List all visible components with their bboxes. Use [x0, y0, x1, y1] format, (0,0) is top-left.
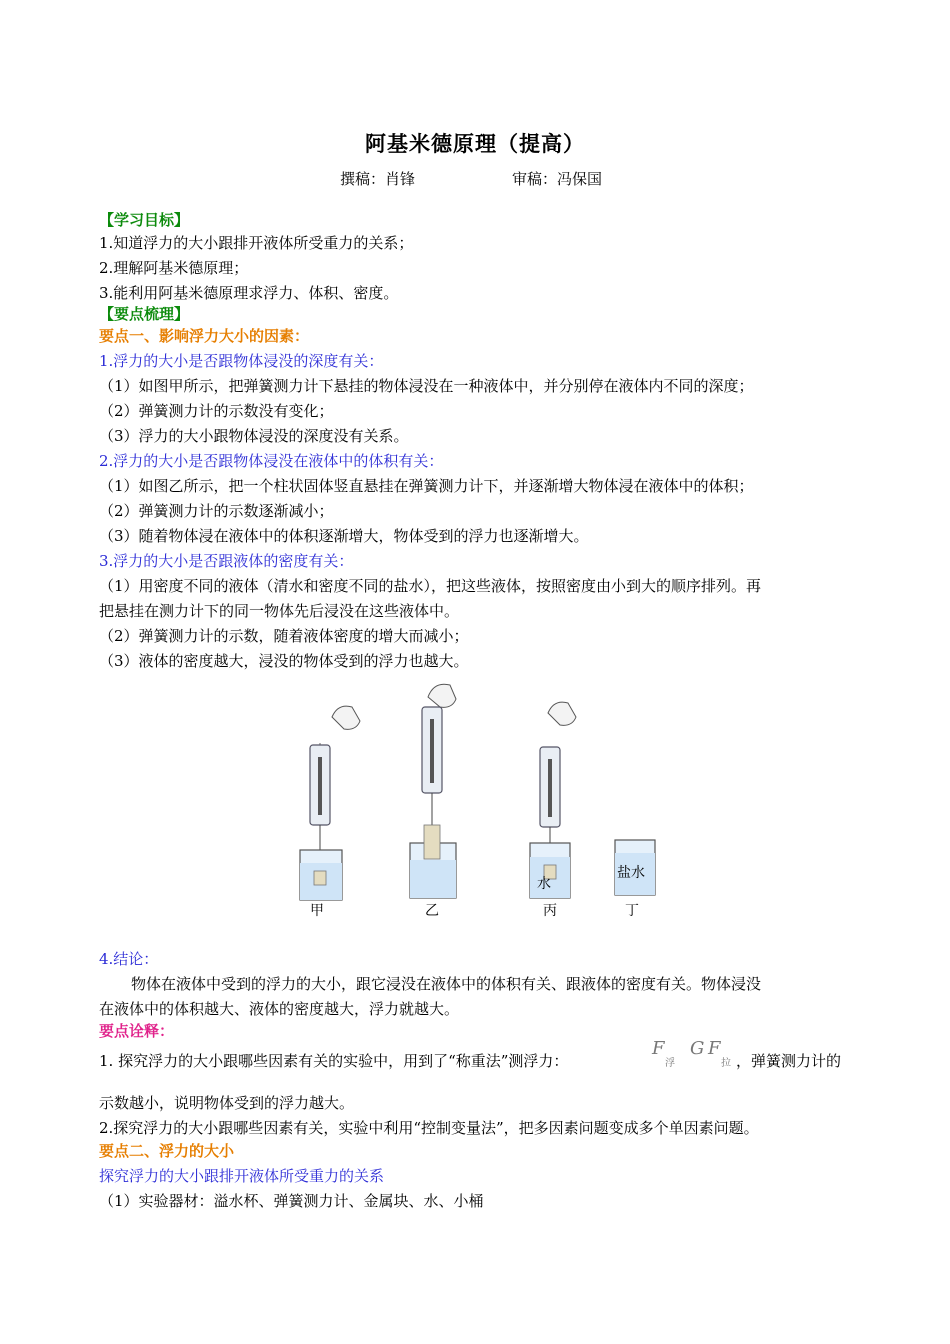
- formula-F-buoyancy: F: [652, 1038, 665, 1059]
- section-heading: 要点二、浮力的大小: [99, 1142, 235, 1160]
- spring-scale-2: [410, 684, 456, 898]
- list-item: （2）弹簧测力计的示数，随着液体密度的增大而减小；: [99, 627, 469, 645]
- list-item: （3）液体的密度越大，浸没的物体受到的浮力也越大。: [99, 652, 469, 670]
- explain-item: 1. 探究浮力的大小跟哪些因素有关的实验中，用到了“称重法”测浮力：: [99, 1052, 569, 1070]
- reviewer: 审稿：冯保国: [512, 170, 603, 188]
- formula-sub-buoyancy: 浮: [665, 1058, 675, 1069]
- list-item: （2）弹簧测力计的示数逐渐减小；: [99, 502, 334, 520]
- goals-header: 【学习目标】: [99, 211, 190, 229]
- explain-item: 2.探究浮力的大小跟哪些因素有关，实验中利用“控制变量法”，把多因素问题变成多个单因素问题。: [99, 1119, 759, 1137]
- figure-label-ding: 丁: [625, 903, 639, 919]
- list-item: （1）实验器材：溢水杯、弹簧测力计、金属块、水、小桶: [99, 1192, 484, 1210]
- formula-G: G: [690, 1038, 705, 1059]
- spring-scale-3: [530, 702, 576, 898]
- explain-item: 示数越小，说明物体受到的浮力越大。: [99, 1094, 355, 1112]
- page-title: 阿基米德原理（提高）: [365, 131, 585, 156]
- conclusion-text: 物体在液体中受到的浮力的大小，跟它浸没在液体中的体积有关、跟液体的密度有关。物体浸没: [131, 975, 762, 993]
- author: 撰稿：肖锋: [340, 170, 416, 188]
- experiment-figure: [290, 675, 680, 925]
- figure-label-yi: 乙: [425, 903, 439, 919]
- list-item: （1）如图乙所示，把一个柱状固体竖直悬挂在弹簧测力计下，并逐渐增大物体浸在液体中的体积；: [99, 477, 754, 495]
- list-item: （1）用密度不同的液体（清水和密度不同的盐水），把这些液体，按照密度由小到大的顺序排列。再: [99, 577, 762, 595]
- sub-heading: 探究浮力的大小跟排开液体所受重力的关系: [99, 1167, 385, 1185]
- sub-heading: 2.浮力的大小是否跟物体浸没在液体中的体积有关：: [99, 452, 444, 470]
- explain-heading: 要点诠释：: [99, 1022, 175, 1040]
- formula-F-tension: F: [708, 1038, 721, 1059]
- list-item: （2）弹簧测力计的示数没有变化；: [99, 402, 334, 420]
- list-item: （1）如图甲所示，把弹簧测力计下悬挂的物体浸没在一种液体中，并分别停在液体内不同的深度；: [99, 377, 754, 395]
- conclusion-text: 在液体中的体积越大、液体的密度越大，浮力就越大。: [99, 1000, 460, 1018]
- goal-item: 1.知道浮力的大小跟排开液体所受重力的关系；: [99, 234, 414, 252]
- explain-item: ，弹簧测力计的: [736, 1052, 842, 1070]
- sub-heading: 1.浮力的大小是否跟物体浸没的深度有关：: [99, 352, 384, 370]
- goal-item: 3.能利用阿基米德原理求浮力、体积、密度。: [99, 284, 399, 302]
- sub-heading: 4.结论：: [99, 950, 159, 968]
- spring-scale-1: [300, 706, 360, 900]
- formula-sub-tension: 拉: [721, 1058, 731, 1069]
- section-heading: 要点一、影响浮力大小的因素：: [99, 327, 310, 345]
- list-item: （3）随着物体浸在液体中的体积逐渐增大，物体受到的浮力也逐渐增大。: [99, 527, 589, 545]
- goal-item: 2.理解阿基米德原理；: [99, 259, 249, 277]
- water-label: 水: [537, 876, 551, 892]
- sub-heading: 3.浮力的大小是否跟液体的密度有关：: [99, 552, 354, 570]
- salt-water-label: 盐水: [617, 865, 645, 881]
- points-header: 【要点梳理】: [99, 305, 190, 323]
- list-item: （3）浮力的大小跟物体浸没的深度没有关系。: [99, 427, 409, 445]
- list-item: 把悬挂在测力计下的同一物体先后浸没在这些液体中。: [99, 602, 460, 620]
- figure-label-bing: 丙: [543, 903, 557, 919]
- figure-label-jia: 甲: [310, 903, 324, 919]
